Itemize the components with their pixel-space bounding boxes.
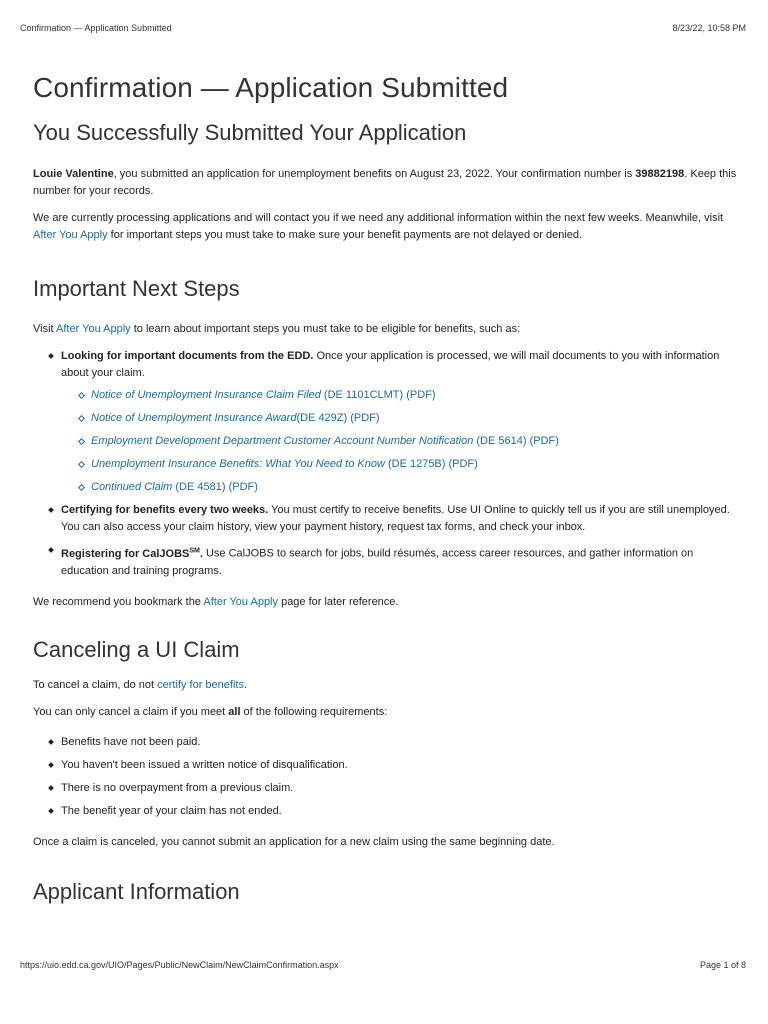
print-header (20, 23, 746, 33)
certify-for-benefits-link[interactable]: certify for benefits (157, 678, 244, 691)
bookmark-paragraph: We recommend you bookmark the After You Apply page for later reference. (33, 595, 399, 608)
document-link[interactable]: Notice of Unemployment Insurance Award(DE 429Z) (PDF) (77, 410, 738, 427)
document-link[interactable]: Employment Development Department Customer Account Number Notification (DE 5614) (PDF) (77, 433, 738, 450)
list-item: Registering for CalJOBS℠. Use CalJOBS to search for jobs, build résumés, access career resources, and gather information on education and training programs. (47, 542, 738, 580)
list-item: Benefits have not been paid. (47, 734, 738, 751)
list-item: Looking for important documents from the EDD. Once your application is processed, we will mail documents to you with information about your claim. Notice of Unemployment Insurance Claim Filed (DE 1101CLMT) (PDF) Notice of Unemployment Insurance Award(DE 429Z) (PDF) Employment Development Department Customer Account Number Notification (DE 5614) (PDF) Unemployment Insurance Benefits: What You Need to Know (DE 1275B) (PDF) Continued Claim (DE 4581) (PDF) (47, 348, 738, 496)
list-item: The benefit year of your claim has not ended. (47, 803, 738, 820)
subtitle: You Successfully Submitted Your Application (33, 120, 467, 145)
document-link[interactable]: Unemployment Insurance Benefits: What You Need to Know (DE 1275B) (PDF) (77, 456, 738, 473)
main-content (33, 72, 738, 905)
page-number: Page 1 of 8 (699, 960, 746, 970)
after-you-apply-link[interactable]: After You Apply (56, 323, 131, 335)
page-title: Confirmation — Application Submitted (33, 72, 509, 103)
document-link[interactable]: Notice of Unemployment Insurance Claim Filed (DE 1101CLMT) (PDF) (77, 387, 738, 404)
visit-paragraph: Visit After You Apply to learn about important steps you must take to be eligible for benefits, such as: (33, 323, 521, 335)
print-header-title: Confirmation — Application Submitted (20, 23, 172, 33)
cancel-heading: Canceling a UI Claim (33, 636, 240, 662)
list-item: You haven't been issued a written notice of disqualification. (47, 757, 738, 774)
confirmation-number: 39882198 (635, 168, 685, 180)
applicant-heading: Applicant Information (33, 878, 240, 904)
list-item: There is no overpayment from a previous claim. (47, 780, 738, 797)
next-steps-heading: Important Next Steps (33, 276, 240, 301)
document-link[interactable]: Continued Claim (DE 4581) (PDF) (77, 479, 738, 496)
applicant-name: Louie Valentine (33, 168, 114, 180)
list-item: Certifying for benefits every two weeks. You must certify to receive benefits. Use UI Online to quickly tell us if you are still unemployed. You can also access your claim history, view your payment history, request tax forms, and check your inbox. (47, 502, 738, 536)
processing-paragraph: We are currently processing applications and will contact you if we need any additional information within the next few weeks. Meanwhile, visit After You Apply for important steps you must take to make sure your benefit payments are not delayed or denied. (33, 212, 724, 241)
after-you-apply-link[interactable]: After You Apply (203, 595, 279, 608)
cancel-closing: Once a claim is canceled, you cannot submit an application for a new claim using the same beginning date. (33, 835, 555, 848)
requirements-list (33, 734, 738, 820)
after-you-apply-link[interactable]: After You Apply (33, 229, 108, 241)
next-steps-list (33, 348, 738, 580)
print-footer (20, 960, 746, 970)
intro-paragraph: Louie Valentine, you submitted an application for unemployment benefits on August 23, 2022. Your confirmation number is 39882198. Keep this number for your records. (33, 168, 737, 197)
cancel-line-1: To cancel a claim, do not certify for benefits. (33, 678, 248, 691)
print-footer-url: https://uio.edd.ca.gov/UIO/Pages/Public/NewClaim/NewClaimConfirmation.aspx (20, 960, 339, 970)
print-header-datetime: 8/23/22, 10:58 PM (672, 23, 746, 33)
documents-list (61, 387, 738, 496)
cancel-line-2: You can only cancel a claim if you meet all of the following requirements: (33, 705, 388, 718)
